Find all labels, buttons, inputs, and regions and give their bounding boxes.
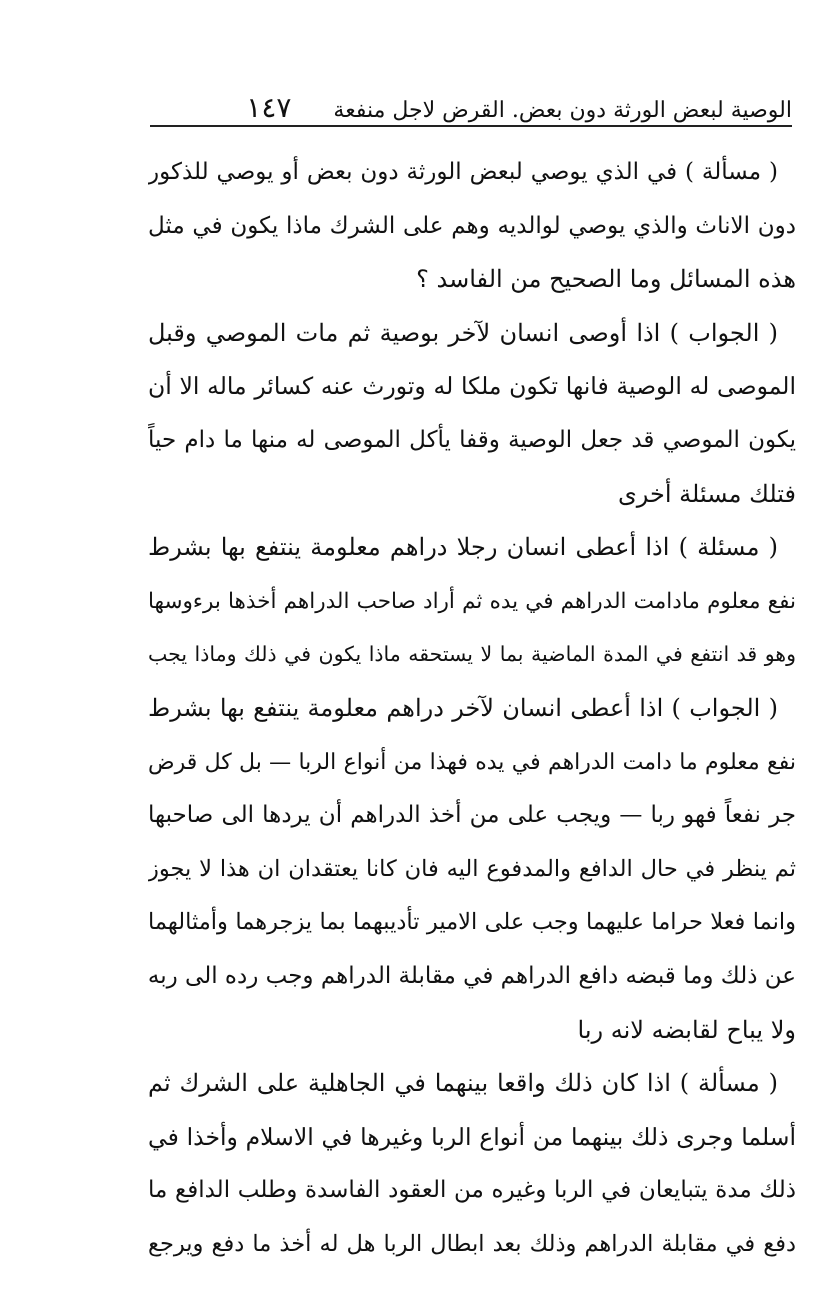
text-line: الموصى له الوصية فانها تكون ملكا له وتورث عنه كسائر ماله الا أن <box>148 372 796 401</box>
text-line: ذلك مدة يتبايعان في الربا وغيره من العقود الفاسدة وطلب الدافع ما <box>148 1177 796 1204</box>
text-line: أسلما وجرى ذلك بينهما من أنواع الربا وغيرها في الاسلام وأخذا في <box>148 1122 796 1151</box>
text-line: جر نفعاً فهو ربا — ويجب على من أخذ الدراهم أن يردها الى صاحبها <box>148 802 796 829</box>
text-line: نفع معلوم مادامت الدراهم في يده ثم أراد صاحب الدراهم أخذها برءوسها <box>148 588 796 614</box>
header-divider <box>150 125 792 127</box>
body-text <box>148 146 796 1271</box>
text-line: وانما فعلا حراما عليهما وجب على الامير تأديبهما بما يزجرهما وأمثالهما <box>148 909 796 936</box>
text-line: نفع معلوم ما دامت الدراهم في يده فهذا من أنواع الربا — بل كل قرض <box>148 749 796 775</box>
text-line: دفع في مقابلة الدراهم وذلك بعد ابطال الربا هل له أخذ ما دفع ويرجع <box>148 1230 796 1257</box>
text-line: ( مسألة ) في الذي يوصي لبعض الورثة دون بعض أو يوصي للذكور <box>148 159 778 185</box>
text-line: وهو قد انتفع في المدة الماضية بما لا يستحقه ماذا يكون في ذلك وماذا يجب <box>148 642 796 667</box>
text-line: هذه المسائل وما الصحيح من الفاسد ؟ <box>416 265 796 294</box>
page-header <box>150 82 792 122</box>
text-line: يكون الموصي قد جعل الوصية وقفا يأكل الموصى له منها ما دام حياً <box>148 426 796 453</box>
text-line: ( مسئلة ) اذا أعطى انسان رجلا دراهم معلومة ينتفع بها بشرط <box>148 533 778 562</box>
text-line: دون الاناث والذي يوصي لوالديه وهم على الشرك ماذا يكون في مثل <box>148 212 796 239</box>
text-line: فتلك مسئلة أخرى <box>618 479 796 508</box>
page-number: ١٤٧ <box>246 91 292 124</box>
text-line: ( مسألة ) اذا كان ذلك واقعا بينهما في الجاهلية على الشرك ثم <box>148 1069 778 1098</box>
text-line: ولا يباح لقابضه لانه ربا <box>577 1015 796 1044</box>
running-title: الوصية لبعض الورثة دون بعض. القرض لاجل منفعة <box>333 98 792 123</box>
text-line: ( الجواب ) اذا أوصى انسان لآخر بوصية ثم مات الموصي وقبل <box>148 318 778 347</box>
text-line: ( الجواب ) اذا أعطى انسان لآخر دراهم معلومة ينتفع بها بشرط <box>148 693 778 722</box>
text-line: عن ذلك وما قبضه دافع الدراهم في مقابلة الدراهم وجب رده الى ربه <box>148 962 796 989</box>
text-line: ثم ينظر في حال الدافع والمدفوع اليه فان كانا يعتقدان ان هذا لا يجوز <box>148 855 796 882</box>
